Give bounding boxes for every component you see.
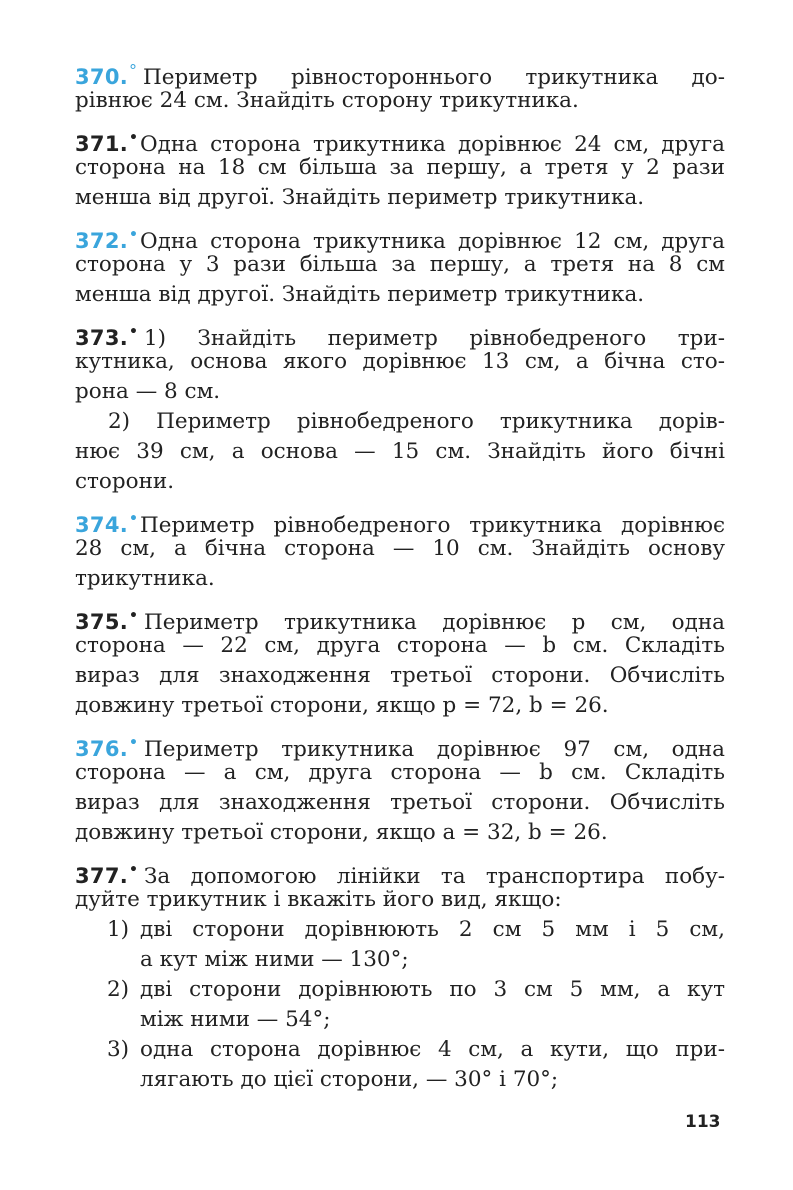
problem-line: [75, 280, 725, 310]
problem-line: [75, 183, 725, 213]
problem-line: [75, 153, 725, 183]
problem-line: [75, 601, 725, 635]
problem-line: [75, 437, 725, 467]
sub-item-text: дві сторони дорівнюють по 3 см 5 мм, а кут: [140, 977, 725, 1002]
problem-number: 370.: [75, 65, 129, 89]
problem-line: [75, 534, 725, 564]
problem-text: сторона — a см, друга сторона — b см. Складіть: [75, 760, 725, 785]
problem-text: сторона — 22 см, друга сторона — b см. Складіть: [75, 633, 725, 658]
problem-text: менша від другої. Знайдіть периметр трикутника.: [75, 282, 645, 307]
sub-item-text: між ними — 54°;: [140, 1007, 331, 1032]
sub-item-line: [75, 1005, 725, 1035]
problem-376: [75, 728, 725, 848]
sub-item-text: а кут між ними — 130°;: [140, 947, 409, 972]
difficulty-marker: •: [129, 608, 138, 624]
problem-line: [75, 788, 725, 818]
problem-text: Периметр трикутника дорівнює 97 см, одна: [143, 737, 725, 762]
problem-line: [75, 728, 725, 762]
problem-line: [75, 377, 725, 407]
sub-item-text: лягають до цієї сторони, — 30° і 70°;: [140, 1067, 559, 1092]
problem-text: рівнює 24 см. Знайдіть сторону трикутника.: [75, 88, 579, 113]
problem-line: [75, 661, 725, 691]
problem-number: 371.: [75, 132, 129, 156]
problem-370: [75, 56, 725, 116]
problem-line: [75, 855, 725, 889]
problem-text: довжину третьої сторони, якщо p = 72, b = 26.: [75, 693, 609, 718]
problem-text: Периметр рівностороннього трикутника до-: [143, 65, 725, 90]
problem-line: [75, 504, 725, 538]
problem-text: Периметр рівнобедреного трикутника дорівнює: [139, 513, 725, 538]
sub-item-text: одна сторона дорівнює 4 см, а кути, що при-: [140, 1037, 725, 1062]
problem-number: 372.: [75, 229, 129, 253]
problem-text: менша від другої. Знайдіть периметр трикутника.: [75, 185, 645, 210]
difficulty-marker: °: [129, 61, 138, 80]
sub-item-text: дві сторони дорівнюють 2 см 5 мм і 5 см,: [140, 917, 725, 942]
difficulty-marker: •: [129, 862, 138, 878]
problem-text: сторона на 18 см більша за першу, а третя у 2 рази: [75, 155, 725, 180]
textbook-page: [75, 0, 725, 1102]
sub-item-1: [75, 915, 725, 945]
problem-text: За допомогою лінійки та транспортира побу-: [143, 864, 725, 889]
problem-line: [75, 564, 725, 594]
problem-text: Одна сторона трикутника дорівнює 24 см, друга: [139, 132, 725, 157]
sub-item-2: [75, 975, 725, 1005]
problem-line: [75, 86, 725, 116]
sub-item-3: [75, 1035, 725, 1065]
problem-text: 28 см, а бічна сторона — 10 см. Знайдіть основу: [75, 536, 725, 561]
problem-line: [75, 317, 725, 351]
difficulty-marker: •: [129, 735, 138, 751]
problem-text: 1) Знайдіть периметр рівнобедреного три-: [143, 326, 725, 351]
sub-item-line: [75, 945, 725, 975]
difficulty-marker: •: [129, 227, 138, 243]
problem-text: вираз для знаходження третьої сторони. Обчисліть: [75, 663, 725, 688]
problem-line: [75, 347, 725, 377]
sub-item-label: 3): [107, 1037, 130, 1062]
problem-text: 2) Периметр рівнобедреного трикутника дорів-: [108, 409, 725, 434]
difficulty-marker: •: [129, 511, 138, 527]
problem-374: [75, 504, 725, 594]
problem-number: 377.: [75, 864, 129, 888]
problem-line: [75, 123, 725, 157]
problem-text: сторони.: [75, 469, 175, 494]
problem-text: нює 39 см, а основа — 15 см. Знайдіть його бічні: [75, 439, 725, 464]
problem-text: рона — 8 см.: [75, 379, 221, 404]
problem-number: 374.: [75, 513, 129, 537]
problem-text: довжину третьої сторони, якщо a = 32, b = 26.: [75, 820, 608, 845]
problem-text: Одна сторона трикутника дорівнює 12 см, друга: [139, 229, 725, 254]
problem-line: [75, 818, 725, 848]
problem-number: 376.: [75, 737, 129, 761]
problem-line: [75, 691, 725, 721]
sub-item-line: [75, 1065, 725, 1095]
problem-line: [75, 885, 725, 915]
difficulty-marker: •: [129, 324, 138, 340]
problem-372: [75, 220, 725, 310]
sub-item-label: 2): [107, 977, 130, 1002]
problem-text: трикутника.: [75, 566, 215, 591]
problem-text: Периметр трикутника дорівнює p см, одна: [143, 610, 725, 635]
problem-line: [75, 758, 725, 788]
problem-373: [75, 317, 725, 497]
problem-text: вираз для знаходження третьої сторони. Обчисліть: [75, 790, 725, 815]
problem-line: [75, 631, 725, 661]
problem-371: [75, 123, 725, 213]
problem-375: [75, 601, 725, 721]
sub-item-label: 1): [107, 917, 130, 942]
problem-line: [75, 467, 725, 497]
problem-number: 375.: [75, 610, 129, 634]
problem-line: [75, 220, 725, 254]
page-number: 113: [685, 1112, 721, 1132]
problem-377: [75, 855, 725, 1095]
problem-line: [75, 407, 725, 437]
problem-text: дуйте трикутник і вкажіть його вид, якщо:: [75, 887, 562, 912]
problem-number: 373.: [75, 326, 129, 350]
problem-line: [75, 250, 725, 280]
difficulty-marker: •: [129, 130, 138, 146]
problem-text: сторона у 3 рази більша за першу, а третя на 8 см: [75, 252, 725, 277]
problem-text: кутника, основа якого дорівнює 13 см, а бічна сто-: [75, 349, 725, 374]
problem-line: [75, 56, 725, 90]
